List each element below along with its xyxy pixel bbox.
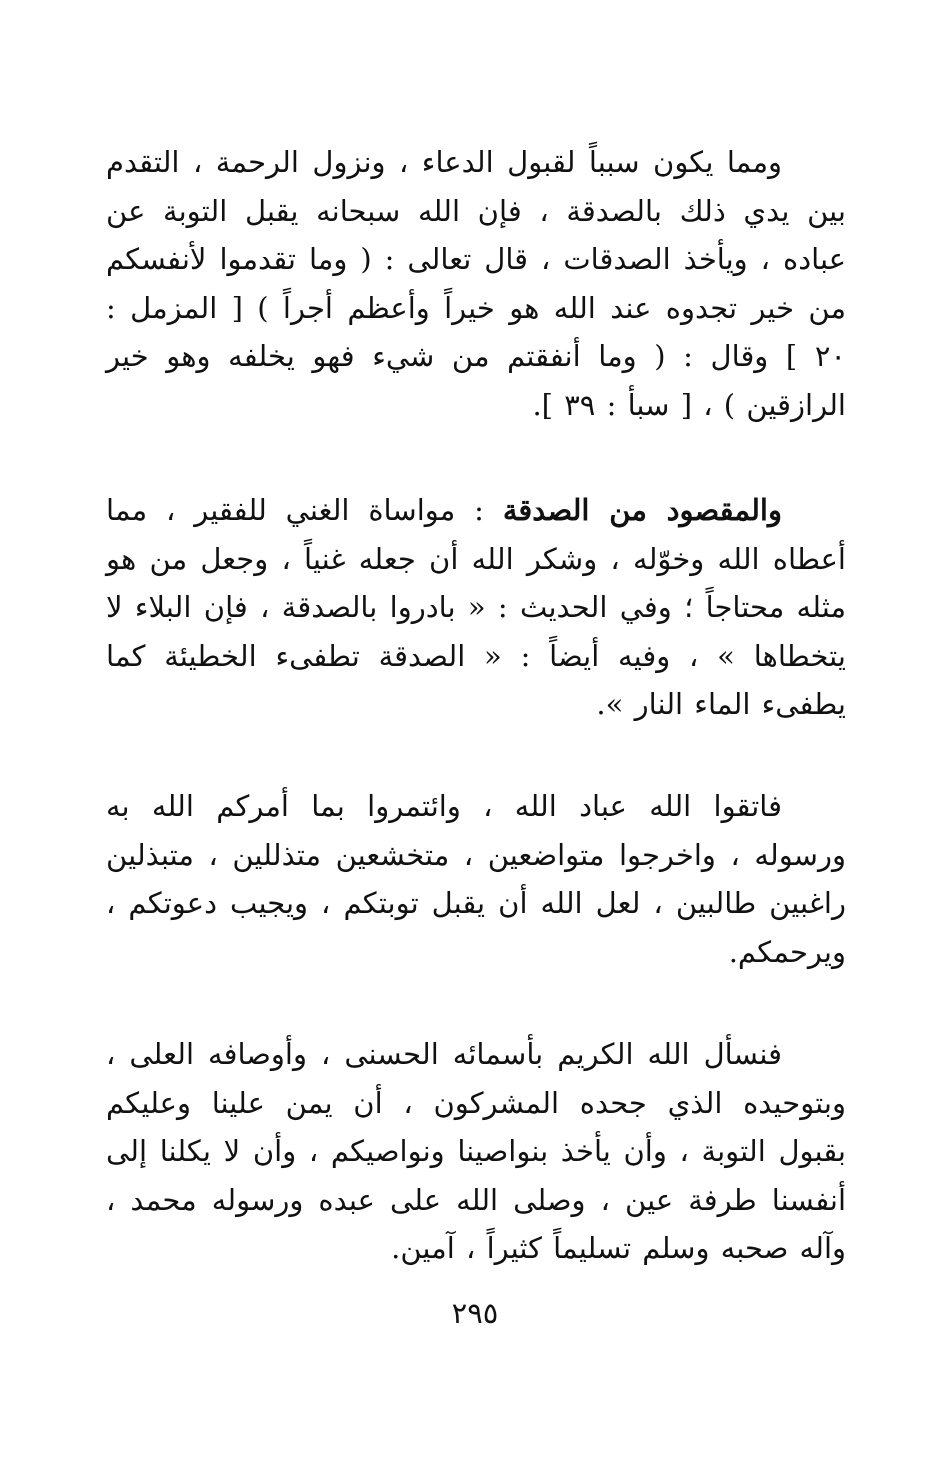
paragraph-text: : مواساة الغني للفقير ، مما أعطاه الله وخوّله ، وشكر الله أن جعله غنياً ، وجعل من هو مثله محتاجاً ؛ وفي الحديث : « بادروا بالصدقة ، فإن البلاء لا يتخطاها » ، وفيه أيضاً : « الصدقة تطفىء الخطيئة كما يطفىء الماء النار ». [106, 493, 846, 721]
paragraph-text: ومما يكون سبباً لقبول الدعاء ، ونزول الرحمة ، التقدم بين يدي ذلك بالصدقة ، فإن الله سبحانه يقبل التوبة عن عباده ، ويأخذ الصدقات ، قال تعالى : ( وما تقدموا لأنفسكم من خير تجدوه عند الله هو خيراً وأعظم أجراً ) [ المزمل : ٢٠ ] وقال : ( وما أنفقتم من شيء فهو يخلفه وهو خير الرازقين ) ، [ سبأ : ٣٩ ]. [106, 145, 846, 422]
paragraph-bold-lead: والمقصود من الصدقة [502, 493, 782, 527]
paragraph-exhortation [106, 782, 846, 976]
paragraph-text: فنسأل الله الكريم بأسمائه الحسنى ، وأوصافه العلى ، وبتوحيده الذي جحده المشركون ، أن يمن علينا وعليكم بقبول التوبة ، وأن يأخذ بنواصينا ونواصيكم ، وأن لا يكلنا إلى أنفسنا طرفة عين ، وصلى الله على عبده ورسوله محمد ، وآله صحبه وسلم تسليماً كثيراً ، آمين. [106, 1037, 846, 1265]
paragraph-charity-purpose [106, 486, 846, 729]
page-number: ٢٩٥ [451, 1296, 499, 1330]
paragraph-text: فاتقوا الله عباد الله ، وائتمروا بما أمركم الله به ورسوله ، واخرجوا متواضعين ، متخشعين متذللين ، متبذلين راغبين طالبين ، لعل الله أن يقبل توبتكم ، ويجيب دعوتكم ، ويرحمكم. [106, 789, 846, 969]
paragraph-charity-reason [106, 138, 846, 429]
paragraph-supplication [106, 1030, 846, 1273]
